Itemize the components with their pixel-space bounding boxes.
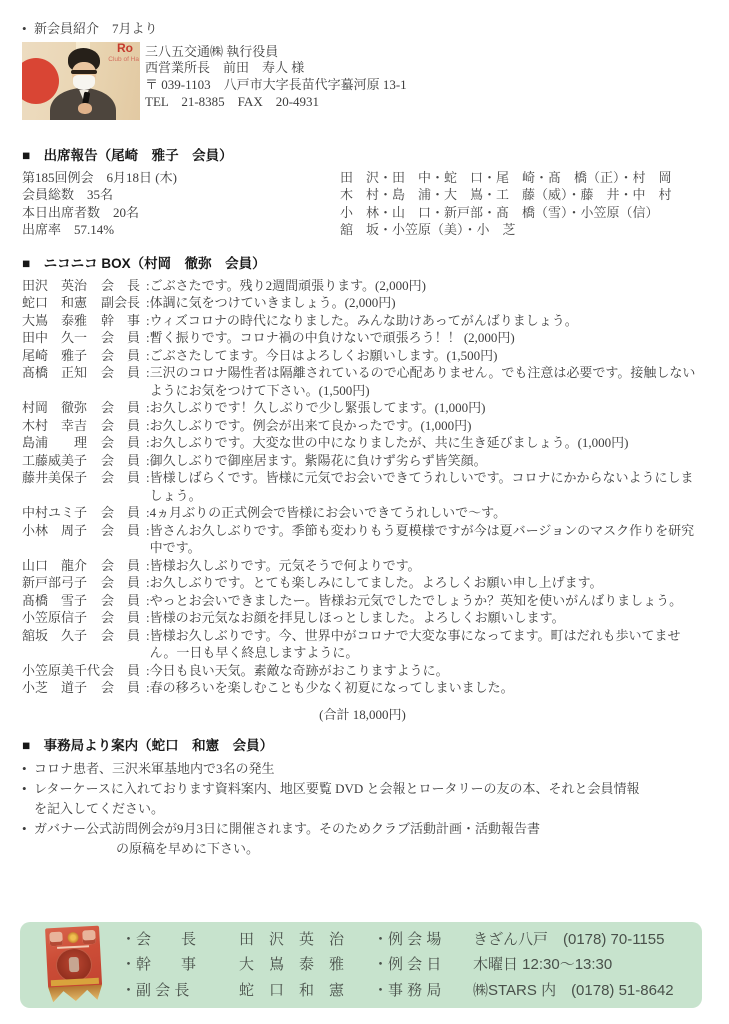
footer-meeting-row (373, 927, 690, 953)
footer-columns (121, 927, 690, 1004)
colon-separator: : (146, 295, 150, 310)
colon-separator: : (146, 592, 150, 608)
entry-member-role: 副会長 (101, 295, 141, 310)
colon-separator: : (146, 330, 150, 345)
footer-officer-row (121, 978, 373, 1004)
member-glasses (71, 70, 97, 74)
office-bullet-3-text (34, 819, 703, 859)
office-bullet-1 (22, 759, 703, 779)
member-info-line: 〒 039-1103 八戸市大字長苗代字蟇河原 13-1 (145, 77, 407, 93)
colon-separator: : (146, 505, 150, 520)
pennant-right-crest (82, 930, 96, 945)
entry-member-name: 田沢 英治 (22, 277, 88, 293)
footer-meeting-value: ㈱STARS 内 (0178) 51-8642 (473, 981, 674, 999)
entry-member-name: 小芝 道子 (22, 680, 88, 695)
entry-member-role: 会 員 (101, 347, 141, 363)
colon-separator: : (146, 400, 150, 415)
entry-member-role: 会 員 (101, 400, 141, 415)
new-member-row (22, 42, 703, 120)
attendance-stat-line: 本日出席者数 20名 (22, 204, 140, 220)
nikoniko-entry (22, 609, 703, 627)
entry-message: 体調に気をつけていきましょう。(2,000円) (149, 295, 396, 310)
entry-member-name: 髙橋 雪子 (22, 592, 88, 608)
colon-separator: : (146, 522, 150, 538)
footer-officer-label: ・副 会 長 (121, 981, 190, 999)
nikoniko-entry (22, 399, 703, 417)
entry-message: ごぶさたしてます。今日はよろしくお願いします。(1,500円) (149, 347, 498, 363)
nikoniko-entry (22, 294, 703, 312)
member-hand (78, 103, 92, 114)
nikoniko-entry (22, 679, 703, 697)
colon-separator: : (146, 277, 150, 293)
nikoniko-total: (合計 18,000円) (319, 706, 406, 722)
pennant-left-crest (49, 932, 63, 947)
nikoniko-section (22, 255, 703, 724)
footer-meeting-label: ・事 務 局 (373, 981, 442, 999)
bullet-icon: • (22, 821, 27, 836)
footer-meeting-label: ・例 会 場 (373, 930, 442, 948)
footer-officer-name: 田 沢 英 治 (239, 930, 345, 948)
nikoniko-entry-list (22, 277, 703, 697)
entry-member-role: 会 員 (101, 662, 141, 678)
entry-member-role: 会 長 (101, 277, 141, 293)
colon-separator: : (146, 470, 150, 485)
rotary-banner-subtext: Club of Ha (108, 55, 139, 63)
nikoniko-entry (22, 627, 703, 662)
entry-member-role: 会 員 (101, 417, 141, 433)
entry-member-name: 蛇口 和憲 (22, 295, 88, 310)
entry-member-role: 幹 事 (101, 312, 141, 328)
colon-separator: : (146, 662, 150, 678)
attendance-section-title: ■ 出席報告（尾崎 雅子 会員） (22, 147, 233, 163)
entry-message: 皆様お久しぶりです。今、世界中がコロナで大変な事になってます。町はだれも歩いてません。一日も早く終息しますように。 (149, 627, 681, 660)
entry-message: 三沢のコロナ陽性者は隔離されているので心配ありません。でも注意は必要です。接触しないようにお気をつけて下さい。(1,500円) (149, 365, 696, 398)
nikoniko-entry (22, 347, 703, 365)
entry-message: 御久しぶりで御座居ます。紫陽花に負けず劣らず皆笑顔。 (149, 452, 487, 468)
entry-member-role: 会 員 (101, 627, 141, 643)
colon-separator: : (146, 435, 150, 450)
colon-separator: : (146, 575, 150, 590)
footer-officer-label: ・幹 事 (121, 956, 197, 974)
attendance-stat-line: 出席率 57.14% (22, 222, 115, 237)
office-bullet-2-text (34, 779, 703, 819)
colon-separator: : (146, 627, 150, 643)
office-bullet-3-line-1: ガバナー公式訪問例会が9月3日に開催されます。そのためクラブ活動計画・活動報告書 (34, 821, 540, 836)
member-info-line: TEL 21-8385 FAX 20-4931 (145, 93, 320, 109)
pennant-emblem-motif (69, 957, 80, 973)
nikoniko-entry (22, 312, 703, 330)
entry-message: 皆様のお元気なお顔を拝見しほっとしました。よろしくお願いします。 (149, 610, 565, 625)
colon-separator: : (146, 680, 150, 695)
attendance-stat-line: 第185回例会 6月18日 (木) (22, 169, 177, 185)
attendance-section (22, 147, 703, 239)
entry-message: ウィズコロナの時代になりました。みんな助けあってがんばりましょう。 (149, 312, 578, 328)
pennant-tail (48, 985, 103, 1003)
entry-member-name: 工藤威美子 (22, 452, 88, 468)
entry-member-role: 会 員 (101, 365, 141, 380)
footer-officer-name: 大 嶌 泰 雅 (239, 956, 345, 974)
nikoniko-entry (22, 434, 703, 452)
entry-member-name: 髙橋 正知 (22, 365, 88, 380)
nikoniko-entry (22, 452, 703, 470)
entry-member-role: 会 員 (101, 452, 141, 468)
attendance-stat-line: 会員総数 35名 (22, 187, 114, 202)
attendee-name-line: 小 林・山 口・新戸部・髙 橋（雪）・小笠原（信） (340, 204, 659, 220)
nikoniko-entry (22, 522, 703, 557)
entry-member-name: 小林 周子 (22, 522, 88, 538)
colon-separator: : (146, 610, 150, 625)
entry-member-role: 会 員 (101, 505, 141, 520)
nikoniko-entry (22, 504, 703, 522)
footer-meeting-value: きざん八戸 (0178) 70-1155 (473, 930, 665, 948)
bullet-icon: • (22, 781, 27, 796)
entry-member-name: 小笠原信子 (22, 610, 88, 625)
entry-member-role: 会 員 (101, 592, 141, 608)
member-info-block (145, 42, 407, 120)
nikoniko-entry (22, 557, 703, 575)
entry-member-name: 舘坂 久子 (22, 627, 88, 643)
entry-member-role: 会 員 (101, 522, 141, 538)
footer-officer-row (121, 927, 373, 953)
entry-message: 皆様しばらくです。皆様に元気でお会いできてうれしいです。コロナにかからないようにしましょう。 (149, 470, 694, 503)
entry-message: お久しぶりです。大変な世の中になりましたが、共に生き延びましょう。(1,000円) (149, 435, 629, 450)
attendee-name-line: 舘 坂・小笠原（美）・小 芝 (340, 222, 516, 237)
entry-message: やっとお会いできましたー。皆様お元気でしたでしょうか？英知を使いがんばりましょう。 (149, 592, 683, 608)
entry-member-role: 会 員 (101, 470, 141, 485)
entry-member-name: 小笠原美千代 (22, 662, 101, 678)
footer-meeting-column (373, 927, 690, 1004)
office-bullet-3 (22, 819, 703, 859)
nikoniko-entry (22, 329, 703, 347)
office-bullet-3-line-2: の原稿を早めに下さい。 (116, 841, 260, 856)
entry-member-name: 大嶌 泰雅 (22, 312, 88, 328)
entry-member-name: 山口 龍介 (22, 557, 88, 573)
office-bullet-1-text: コロナ患者、三沢米軍基地内で3名の発生 (34, 761, 275, 776)
entry-member-name: 中村ユミ子 (22, 505, 88, 520)
office-bullet-2 (22, 779, 703, 819)
new-member-title: 新会員紹介 7月より (34, 21, 158, 36)
nikoniko-entry (22, 469, 703, 504)
colon-separator: : (146, 347, 150, 363)
club-pennant-banner (42, 925, 108, 1004)
rotary-banner-text: Ro (117, 41, 133, 55)
footer-officers-column (121, 927, 373, 1004)
footer-meeting-row (373, 978, 690, 1004)
member-info-line: 西営業所長 前田 寿人 様 (145, 60, 305, 76)
footer-meeting-label: ・例 会 日 (373, 956, 442, 974)
office-bullet-2-line-1: レターケースに入れております資料案内、地区要覧 DVD と会報とロータリーの友の本、それと会員情報 (34, 781, 640, 796)
office-section-title: ■ 事務局より案内（蛇口 和憲 会員） (22, 738, 274, 753)
footer-meeting-row (373, 952, 690, 978)
entry-member-name: 藤井美保子 (22, 470, 88, 485)
entry-member-name: 尾崎 雅子 (22, 347, 88, 363)
bullet-icon: • (22, 761, 27, 776)
entry-message: お久しぶりです。とても楽しみにしてました。よろしくお願い申し上げます。 (149, 575, 603, 590)
attendee-name-list (340, 169, 703, 239)
entry-member-name: 木村 幸吉 (22, 417, 88, 433)
nikoniko-entry (22, 574, 703, 592)
new-member-section (22, 20, 703, 120)
colon-separator: : (146, 365, 150, 380)
club-info-footer (20, 922, 702, 1008)
office-section (22, 737, 703, 859)
japan-flag-circle (22, 58, 59, 104)
nikoniko-entry (22, 364, 703, 399)
member-info-line: 三八五交通㈱ 執行役員 (145, 43, 279, 59)
entry-member-role: 会 員 (101, 610, 141, 625)
entry-message: 暫く振りです。コロナ禍の中負けないで頑張ろう！！ (2,000円) (149, 330, 515, 345)
colon-separator: : (146, 557, 150, 573)
entry-member-name: 島浦 理 (22, 435, 88, 450)
office-bullet-2-line-2: を記入してください。 (34, 801, 165, 816)
entry-member-name: 田中 久一 (22, 330, 88, 345)
member-photo (22, 42, 140, 120)
footer-officer-label: ・会 長 (121, 930, 197, 948)
bullet-icon: • (22, 21, 27, 36)
nikoniko-entry (22, 592, 703, 610)
nikoniko-entry (22, 417, 703, 435)
entry-message: 春の移ろいを楽しむことも少なく初夏になってしまいました。 (149, 680, 514, 695)
entry-member-name: 村岡 徹弥 (22, 400, 88, 415)
entry-message: 皆様お久しぶりです。元気そうで何よりです。 (149, 557, 421, 573)
colon-separator: : (146, 417, 150, 433)
entry-member-role: 会 員 (101, 435, 141, 450)
entry-member-role: 会 員 (101, 575, 141, 590)
footer-officer-row (121, 952, 373, 978)
nikoniko-section-title: ■ ニコニコ BOX（村岡 徹弥 会員） (22, 255, 266, 271)
entry-message: 4ヵ月ぶりの正式例会で皆様にお会いできてうれしいで～す。 (149, 505, 507, 520)
nikoniko-entry (22, 662, 703, 680)
new-member-title-line (22, 20, 703, 38)
colon-separator: : (146, 312, 150, 328)
entry-message: お久しぶりです。例会が出来て良かったです。(1,000円) (149, 417, 472, 433)
footer-officer-name: 蛇 口 和 憲 (239, 981, 345, 999)
entry-member-name: 新戸部弓子 (22, 575, 88, 590)
member-face-mask (73, 75, 95, 90)
colon-separator: : (146, 452, 150, 468)
entry-message: ごぶさたです。残り2週間頑張ります。(2,000円) (149, 277, 426, 293)
attendance-stats (22, 169, 340, 239)
footer-meeting-value: 木曜日 12:30～13:30 (473, 956, 613, 974)
entry-message: 皆さんお久しぶりです。季節も変わりもう夏模様ですが今は夏バージョンのマスク作りを研究中です。 (149, 522, 695, 555)
entry-member-role: 会 員 (101, 330, 141, 345)
entry-message: お久しぶりです！久しぶりで少し緊張してます。(1,000円) (149, 400, 486, 415)
attendance-columns (22, 169, 703, 239)
attendee-name-line: 木 村・島 浦・大 嶌・工 藤（威）・藤 井・中 村 (340, 187, 672, 202)
entry-message: 今日も良い天気。素敵な奇跡がおこりますように。 (149, 662, 449, 678)
entry-member-role: 会 員 (101, 680, 141, 695)
entry-member-role: 会 員 (101, 557, 141, 573)
attendee-name-line: 田 沢・田 中・蛇 口・尾 崎・髙 橋（正）・村 岡 (340, 169, 672, 185)
nikoniko-entry (22, 277, 703, 295)
